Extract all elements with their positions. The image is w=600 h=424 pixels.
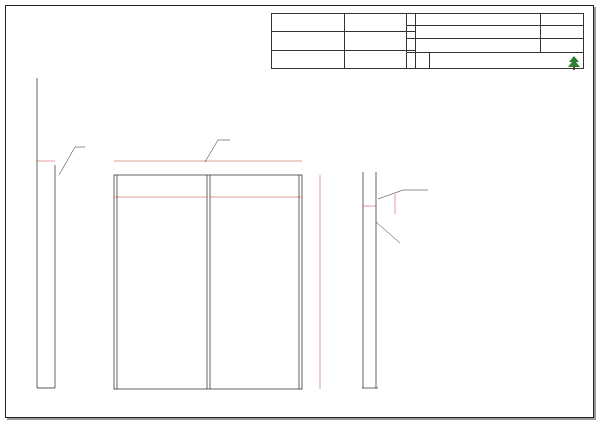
section-view: [362, 172, 378, 388]
tree-logo: [568, 56, 580, 70]
front-view-frame: [114, 175, 302, 389]
side-view: [37, 78, 55, 388]
dimension-lines: [37, 161, 395, 389]
